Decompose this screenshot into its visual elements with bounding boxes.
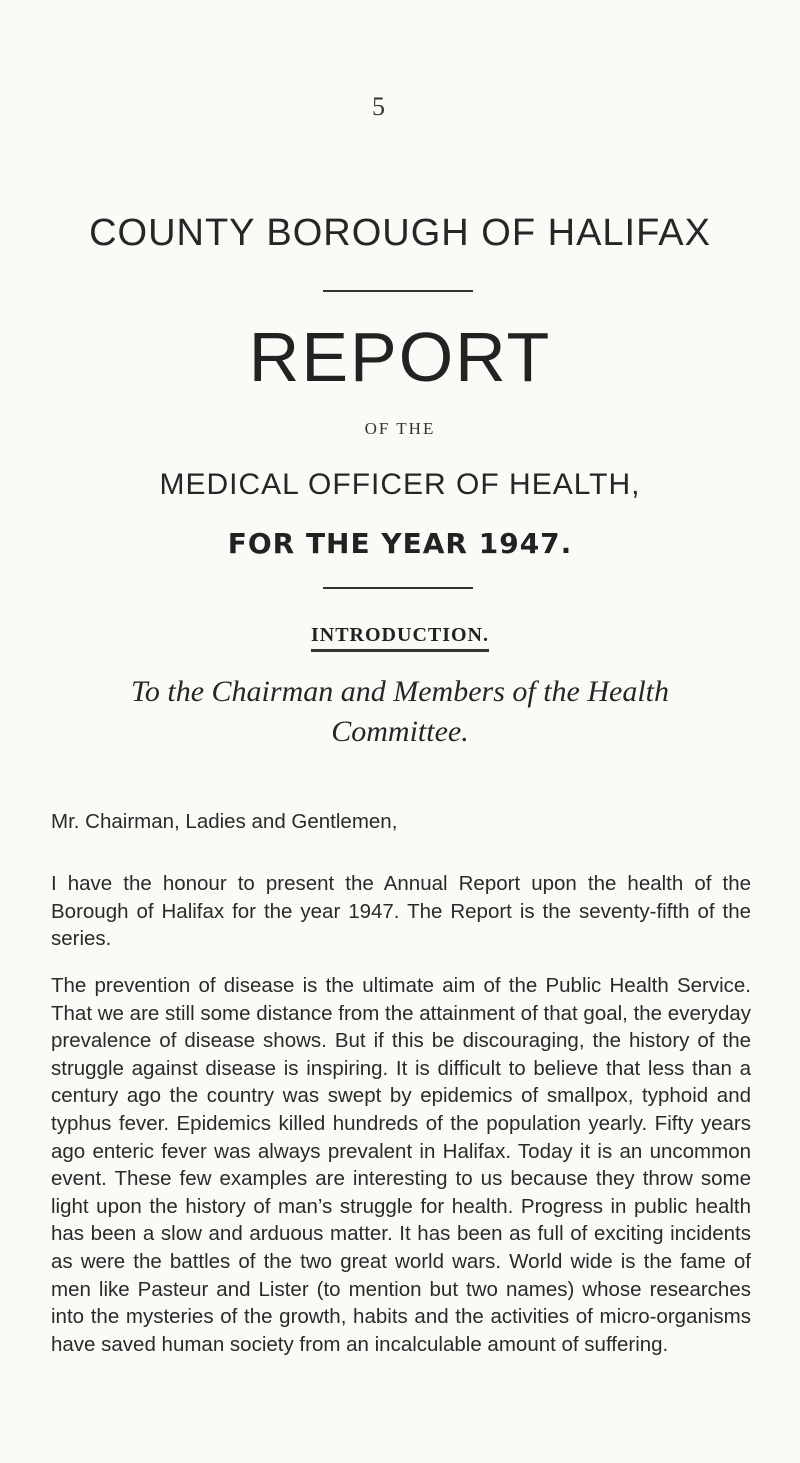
- medical-officer-title: MEDICAL OFFICER OF HEALTH,: [159, 468, 641, 501]
- greeting-line: Mr. Chairman, Ladies and Gentlemen,: [51, 810, 398, 833]
- report-year-line: FOR THE YEAR 1947.: [227, 527, 573, 560]
- middle-divider: [323, 587, 473, 589]
- introduction-heading: INTRODUCTION.: [311, 624, 489, 652]
- report-title: REPORT: [248, 318, 552, 396]
- introduction-heading-wrap: [0, 624, 800, 652]
- addressee-line: To the Chairman and Members of the Health Committee.: [130, 675, 670, 748]
- county-title: COUNTY BOROUGH OF HALIFAX: [89, 212, 711, 254]
- body-paragraph-2: The prevention of disease is the ultimate aim of the Public Health Service. That we are still some distance from the attainment of that goal, the everyday prevalence of disease shows. But if this be discouraging, the history of the struggle against disease is inspiring. It is difficult to believe that less than a century ago the country was swept by epidemics of smallpox, typhoid and typhus fever. Epidemics killed hundreds of the population yearly. Fifty years ago enteric fever was always prevalent in Halifax. Today it is an uncommon event. These few examples are interesting to us because they throw some light upon the history of man’s struggle for health. Progress in public health has been a slow and arduous matter. It has been as full of exciting incidents as were the battles of the two great world wars. World wide is the fame of men like Pasteur and Lister (to mention but two names) whose researches into the mysteries of the growth, habits and the activities of micro-organisms have saved human society from an incalculable amount of suffering.: [51, 974, 751, 1356]
- page-number: 5: [372, 92, 385, 121]
- top-divider: [323, 290, 473, 292]
- body-paragraph-1: I have the honour to present the Annual Report upon the health of the Borough of Halifax for the year 1947. The Report is the seventy-fifth of the series.: [51, 872, 751, 951]
- of-the-label: OF THE: [364, 419, 436, 438]
